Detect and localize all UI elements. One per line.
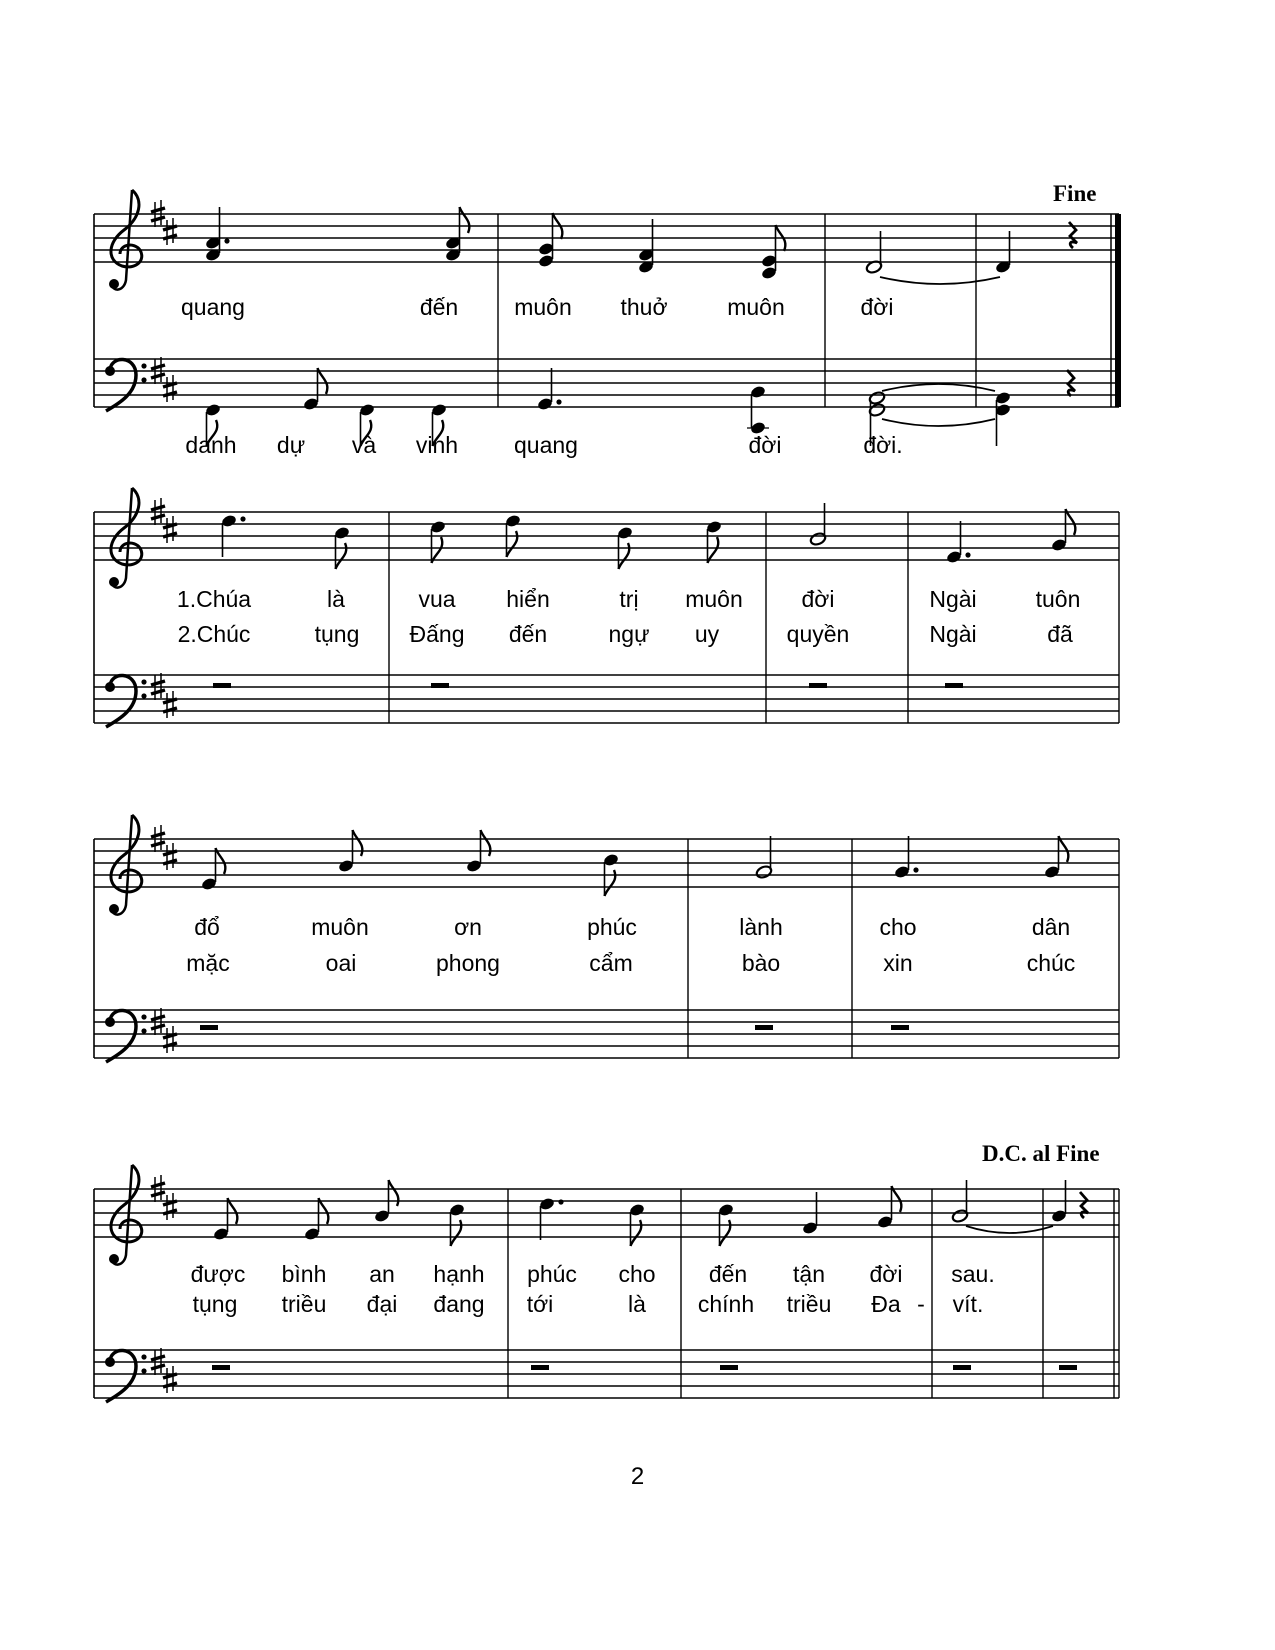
lyric-syllable: và (351, 432, 377, 458)
notes (200, 207, 1088, 1370)
dot (965, 552, 970, 557)
note-flag (720, 1220, 731, 1246)
lyric-syllable: vinh (415, 432, 459, 458)
sharp-icon (163, 843, 177, 870)
note-flag (507, 531, 518, 557)
verse1-syllable: an (369, 1261, 395, 1287)
sharp-icon (163, 1366, 177, 1393)
verse1-syllable: vua (418, 586, 456, 612)
treble-clef-icon (109, 488, 142, 588)
note-flag (1066, 509, 1076, 535)
quarter-rest (1080, 1192, 1088, 1218)
verse2-syllable: tụng (314, 621, 360, 647)
verse2-syllable: cẩm (589, 950, 633, 976)
verse1-syllable: bình (281, 1261, 327, 1287)
half-rest (200, 1025, 218, 1030)
note-flag (216, 848, 226, 874)
note-flag (432, 537, 443, 563)
lyric-syllable: đời. (863, 432, 903, 458)
note-flag (353, 830, 363, 856)
verse2-syllable: đã (1047, 621, 1073, 647)
verse1-syllable: muôn (311, 914, 369, 940)
verse2-syllable: xin (883, 950, 913, 976)
verse2-syllable: Đa (871, 1291, 901, 1317)
bass-clef-icon (105, 675, 147, 727)
sharp-icon (163, 1193, 177, 1220)
verse2-syllable: tới (526, 1291, 554, 1317)
sharp-icon (163, 218, 177, 245)
verse2-syllable: chúc (1026, 950, 1076, 976)
verse2-syllable: quyền (786, 621, 850, 647)
note-flag (451, 1220, 462, 1246)
half-rest (213, 683, 231, 688)
treble-clef-icon (109, 190, 142, 290)
verse1-syllable: đời (869, 1261, 903, 1287)
verse2-syllable: 2.Chúc (177, 621, 251, 647)
note-flag (319, 1198, 329, 1224)
verse1-syllable: muôn (685, 586, 743, 612)
verse1-syllable: sau. (951, 1261, 995, 1287)
verse2-syllable: vít. (952, 1291, 984, 1317)
verse1-syllable: phúc (587, 914, 637, 940)
note-flag (336, 543, 347, 569)
verse1-syllable: 1.Chúa (176, 586, 252, 612)
lyric-syllable: muôn (514, 294, 572, 320)
treble-clef-icon (109, 815, 142, 915)
half-rest (1059, 1365, 1077, 1370)
verse1-syllable: phúc (527, 1261, 577, 1287)
verse1-syllable: đời (801, 586, 835, 612)
sharp-icon (163, 375, 177, 402)
dot (913, 867, 918, 872)
verse1-syllable: Ngài (929, 586, 977, 612)
dot (240, 516, 245, 521)
note-flag (631, 1220, 642, 1246)
tie (966, 1226, 1053, 1233)
note-flag (460, 207, 470, 233)
verse2-syllable: triều (786, 1291, 832, 1317)
verse1-syllable: trị (619, 586, 639, 612)
verse1-syllable: dân (1031, 914, 1071, 940)
verse2-syllable: Ngài (929, 621, 977, 647)
dc-al-fine-mark: D.C. al Fine (982, 1141, 1100, 1166)
lyric-syllable: dự (276, 432, 306, 458)
verse1-syllable: tuôn (1035, 586, 1081, 612)
half-rest (945, 683, 963, 688)
note-flag (318, 368, 328, 394)
verse1-syllable: ơn (454, 914, 482, 940)
verse2-syllable: oai (325, 950, 357, 976)
verse1-syllable: tận (793, 1261, 825, 1287)
note-flag (892, 1186, 902, 1212)
verse1-syllable: đổ (194, 914, 220, 940)
lyric-syllable: đời (860, 294, 894, 320)
half-rest (809, 683, 827, 688)
verse2-syllable: là (628, 1291, 646, 1317)
bass-clef-icon (105, 1010, 147, 1062)
dot (224, 238, 229, 243)
verse2-syllable: chính (697, 1291, 755, 1317)
verse2-syllable: tụng (192, 1291, 238, 1317)
note-flag (228, 1198, 238, 1224)
verse1-syllable: hạnh (433, 1261, 485, 1287)
verse2-syllable: ngự (608, 621, 650, 647)
lyric-syllable: đến (419, 294, 459, 320)
note-flag (605, 870, 616, 896)
dot (558, 1199, 563, 1204)
half-rest (720, 1365, 738, 1370)
verse2-syllable: bào (741, 950, 781, 976)
half-rest (953, 1365, 971, 1370)
lyric-syllable: danh (185, 432, 237, 458)
verse2-syllable: đến (508, 621, 548, 647)
final-barline (1115, 214, 1121, 407)
lyric-syllable: quang (181, 294, 245, 320)
note-flag (619, 543, 630, 569)
note-flag (708, 537, 719, 563)
sharp-icon (163, 516, 177, 543)
treble-clef-icon (109, 1165, 142, 1265)
lyric-syllable: muôn (727, 294, 785, 320)
verse2-syllable: Đấng (409, 621, 465, 647)
lyric-syllable: đời (748, 432, 782, 458)
verse2-syllable: phong (436, 950, 500, 976)
sharp-icon (163, 1026, 177, 1053)
half-rest (755, 1025, 773, 1030)
verse2-syllable: mặc (186, 950, 230, 976)
half-rest (431, 683, 449, 688)
note-flag (389, 1180, 399, 1206)
dot (556, 399, 561, 404)
lyric-syllable: thuở (620, 294, 668, 320)
note-flag (481, 830, 491, 856)
verse1-syllable: cho (879, 914, 917, 940)
verse1-syllable: lành (739, 914, 783, 940)
tie (880, 277, 1000, 284)
bass-clef-icon (105, 359, 147, 411)
verse1-syllable: đến (708, 1261, 748, 1287)
note-flag (1059, 836, 1069, 862)
half-rest (891, 1025, 909, 1030)
verse1-syllable: được (190, 1261, 246, 1287)
bass-clef-icon (105, 1350, 147, 1402)
verse2-syllable: đại (366, 1291, 398, 1317)
page-number: 2 (630, 1463, 645, 1490)
verse2-syllable: đang (433, 1291, 485, 1317)
half-rest (212, 1365, 230, 1370)
verse2-syllable: - (917, 1291, 925, 1317)
tie (882, 384, 995, 391)
verse1-syllable: hiển (506, 586, 550, 612)
verse2-syllable: triều (281, 1291, 327, 1317)
verse1-syllable: cho (618, 1261, 656, 1287)
verse1-syllable: là (327, 586, 345, 612)
tie (882, 419, 995, 426)
lyric-syllable: quang (514, 432, 578, 458)
verse2-syllable: uy (694, 621, 720, 647)
staves (94, 190, 1121, 1402)
sharp-icon (163, 691, 177, 718)
fine-mark: Fine (1053, 181, 1097, 206)
half-rest (531, 1365, 549, 1370)
